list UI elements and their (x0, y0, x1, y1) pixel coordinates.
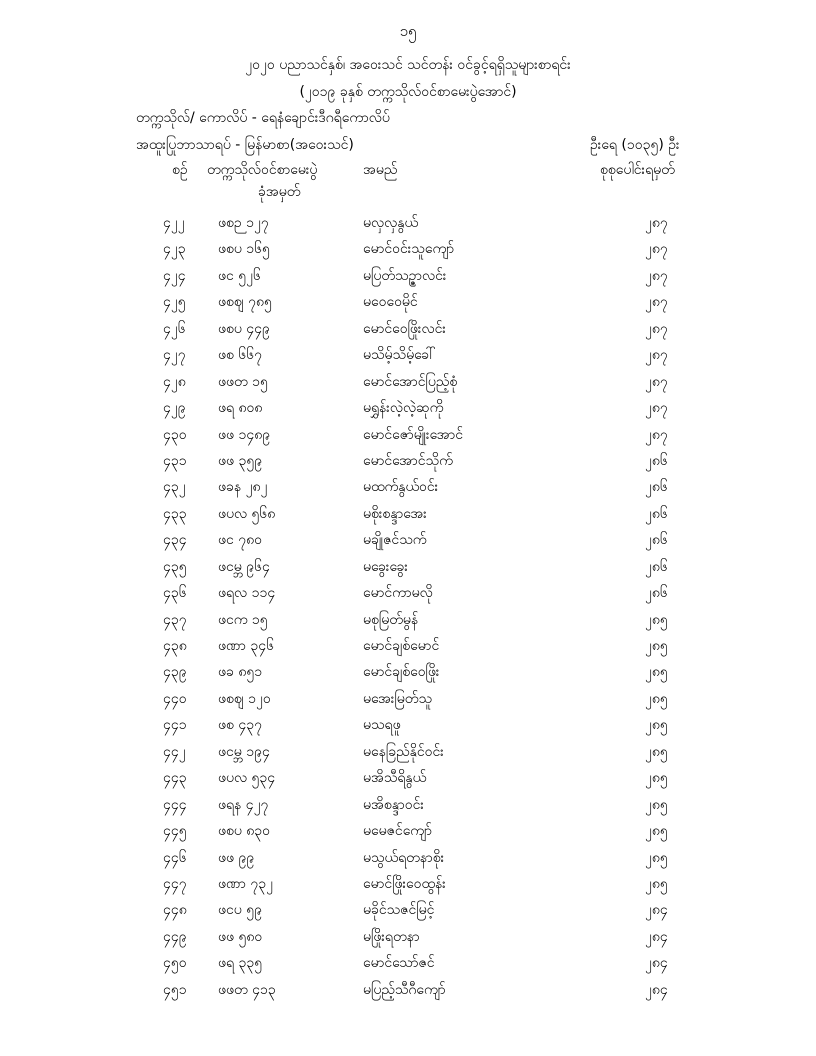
cell-roll: ဖစပ ၄၄၉ (218, 320, 270, 337)
cell-marks: ၂၈၇ (645, 294, 668, 311)
cell-roll: ဖစပ ၁၆၅ (218, 241, 270, 258)
cell-name: မချိုဇင်သက် (363, 532, 427, 549)
table-row (0, 557, 816, 583)
cell-marks: ၂၈၄ (645, 928, 668, 945)
cell-no: ၄၄၂ (163, 743, 186, 760)
column-header-roll-line2: ခုံအမှတ် (258, 184, 301, 200)
cell-no: ၄၃၄ (163, 532, 187, 549)
cell-name: မအေးမြတ်သူ (363, 690, 432, 707)
cell-name: မခွေးခွေး (363, 558, 408, 575)
cell-name: မောင်ချစ်မောင် (363, 638, 440, 654)
cell-name: မရွှန်းလဲ့လဲ့ဆုကို (363, 400, 444, 417)
table-row (0, 900, 816, 926)
cell-name: မသိမ့်သိမ့်ခေါ် (363, 347, 436, 364)
cell-marks: ၂၈၅ (645, 849, 668, 866)
cell-marks: ၂၈၇ (645, 320, 668, 337)
cell-name: မောင်ဇော်မျိုးအောင် (363, 426, 464, 443)
cell-roll: ဖဖ ၅၈၀ (218, 928, 263, 945)
table-row (0, 583, 816, 609)
table-row (0, 689, 816, 715)
cell-name: မပြည့်သီဂီကျော် (363, 981, 446, 998)
cell-marks: ၂၈၆ (645, 558, 668, 575)
cell-name: မအိသီရိနွယ် (363, 770, 427, 787)
cell-no: ၄၂၉ (163, 400, 186, 417)
total-count: ဦးရေ (၁၀၃၅) ဦး (590, 137, 680, 153)
table-row (0, 530, 816, 556)
cell-roll: ဖပလ ၅၃၄ (218, 770, 276, 787)
cell-name: မောင်ချစ်ဝေဖြိုး (363, 664, 440, 681)
cell-roll: ဖရ ၃၃၅ (218, 955, 263, 972)
cell-roll: ဖစ ၆၆၇ (218, 347, 262, 364)
cell-no: ၄၄၆ (163, 849, 187, 866)
cell-roll: ဖငမ္ဘ ၁၉၄ (218, 743, 270, 760)
table-row (0, 477, 816, 503)
cell-name: မလှလှနွယ် (363, 215, 419, 231)
cell-no: ၄၄၃ (163, 770, 187, 787)
cell-no: ၄၂၆ (163, 320, 186, 337)
table-row (0, 768, 816, 794)
page-number: ၁၅ (399, 22, 417, 40)
cell-name: မနေခြည်နိုင်ဝင်း (363, 743, 444, 760)
table-row (0, 742, 816, 768)
cell-marks: ၂၈၄ (645, 981, 668, 998)
cell-name: မောင်သော်ဇင် (363, 955, 435, 972)
cell-no: ၄၃၀ (163, 426, 187, 443)
cell-no: ၄၃၈ (163, 638, 187, 654)
table-row (0, 662, 816, 688)
cell-roll: ဖဏာ ၇၃၂ (218, 875, 273, 892)
cell-roll: ဖင ၇၈၀ (218, 532, 262, 549)
cell-name: မောင်ဝေဖြိုးလင်း (363, 320, 446, 337)
table-row (0, 795, 816, 821)
cell-roll: ဖရ ၈၀၈ (218, 400, 263, 417)
cell-roll: ဖဖတ ၁၅ (218, 373, 268, 390)
cell-marks: ၂၈၇ (645, 241, 668, 258)
table-row (0, 451, 816, 477)
cell-marks: ၂၈၆ (645, 505, 668, 522)
cell-name: မောင်ဝင်းသူကျော် (363, 241, 455, 258)
cell-roll: ဖဖ ၁၄၈၉ (218, 426, 271, 443)
cell-no: ၄၄၇ (163, 875, 187, 892)
table-row (0, 953, 816, 979)
table-row (0, 292, 816, 318)
results-table (0, 213, 816, 1006)
column-header-marks: စုစုပေါင်းရမှတ် (600, 162, 675, 178)
cell-no: ၄၃၉ (163, 664, 187, 681)
page-title: ၂၀၂၀ ပညာသင်နှစ်၊ အဝေးသင် သင်တန်း ဝင်ခွင့်ရရှိသူများစာရင်း (245, 57, 571, 73)
cell-no: ၄၄၀ (163, 690, 187, 707)
cell-name: မောင်ဖြိုးဝေထွန်း (363, 875, 446, 892)
cell-name: မဝေဝေမိုင် (363, 294, 418, 311)
cell-marks: ၂၈၇ (645, 347, 668, 364)
cell-no: ၄၂၂ (163, 215, 185, 231)
cell-roll: ဖဖ ၉၉ (218, 849, 255, 866)
table-row (0, 636, 816, 662)
cell-name: မအိစန္ဒာဝင်း (363, 796, 424, 813)
cell-no: ၄၄၅ (163, 823, 187, 840)
table-row (0, 927, 816, 953)
cell-name: မခိုင်သဇင်မြင့် (363, 902, 435, 919)
cell-no: ၄၄၉ (163, 928, 187, 945)
cell-no: ၄၃၆ (163, 585, 187, 602)
cell-marks: ၂၈၄ (645, 955, 668, 972)
cell-roll: ဖစ ၄၃၇ (218, 717, 262, 734)
cell-no: ၄၃၂ (163, 479, 186, 496)
cell-no: ၄၃၇ (163, 611, 187, 628)
cell-no: ၄၂၅ (163, 294, 186, 311)
cell-roll: ဖငပ ၅၉ (218, 902, 262, 919)
cell-no: ၄၄၄ (163, 796, 187, 813)
cell-roll: ဖစဈ ၁၂၀ (218, 690, 271, 707)
cell-name: မစိုးစန္ဒာအေး (363, 505, 427, 522)
cell-no: ၄၄၁ (163, 717, 187, 734)
cell-marks: ၂၈၇ (645, 373, 668, 390)
cell-marks: ၂၈၅ (645, 875, 668, 892)
cell-no: ၄၃၃ (163, 505, 187, 522)
cell-no: ၄၂၈ (163, 373, 186, 390)
table-row (0, 398, 816, 424)
cell-no: ၄၂၇ (163, 347, 186, 364)
cell-no: ၄၂၃ (163, 241, 186, 258)
cell-roll: ဖရန ၄၂၇ (218, 796, 269, 813)
cell-marks: ၂၈၅ (645, 717, 668, 734)
cell-roll: ဖဏာ ၃၄၆ (218, 638, 274, 654)
cell-roll: ဖငက ၁၅ (218, 611, 268, 628)
cell-roll: ဖရလ ၁၁၄ (218, 585, 276, 602)
cell-marks: ၂၈၇ (645, 267, 668, 284)
cell-marks: ၂၈၅ (645, 664, 668, 681)
cell-marks: ၂၈၅ (645, 796, 668, 813)
cell-no: ၄၅၁ (163, 981, 187, 998)
table-row (0, 425, 816, 451)
cell-roll: ဖခန ၂၈၂ (218, 479, 268, 496)
column-header-roll: တက္ကသိုလ်ဝင်စာမေးပွဲ (207, 162, 318, 178)
page-subtitle: (၂၀၁၉ ခုနှစ် တက္ကသိုလ်ဝင်စာမေးပွဲအောင်) (299, 84, 517, 100)
cell-marks: ၂၈၅ (645, 611, 668, 628)
table-row (0, 848, 816, 874)
cell-marks: ၂၈၆ (645, 532, 668, 549)
cell-roll: ဖစဈ ၇၈၅ (218, 294, 272, 311)
cell-marks: ၂၈၆ (645, 452, 668, 469)
table-row (0, 239, 816, 265)
cell-roll: ဖဖ ၃၅၉ (218, 452, 263, 469)
table-row (0, 266, 816, 292)
cell-roll: ဖငမ္ဘ ၉၆၄ (218, 558, 270, 575)
subject-label: အထူးပြုဘာသာရပ် - မြန်မာစာ(အဝေးသင်) (136, 137, 354, 153)
cell-marks: ၂၈၅ (645, 823, 668, 840)
cell-no: ၄၅၀ (163, 955, 187, 972)
table-row (0, 372, 816, 398)
table-row (0, 213, 816, 239)
cell-marks: ၂၈၅ (645, 770, 668, 787)
cell-no: ၄၂၄ (163, 267, 186, 284)
cell-roll: ဖဖတ ၄၁၃ (218, 981, 276, 998)
table-row (0, 980, 816, 1006)
cell-name: မဖြိုးရတနာ (363, 928, 420, 945)
column-header-name: အမည် (363, 162, 398, 178)
cell-name: မသရဖူ (363, 717, 401, 734)
cell-marks: ၂၈၅ (645, 743, 668, 760)
cell-marks: ၂၈၇ (645, 215, 668, 231)
cell-name: မထက်နွယ်ဝင်း (363, 479, 439, 496)
cell-no: ၄၃၁ (163, 452, 187, 469)
cell-name: မစုမြတ်မွန် (363, 611, 419, 628)
cell-roll: ဖင ၅၂၆ (218, 267, 261, 284)
table-row (0, 715, 816, 741)
department-label: တက္ကသိုလ်/ ကောလိပ် - ရေနံချောင်းဒီဂရီကောလိပ် (136, 110, 390, 126)
cell-marks: ၂၈၅ (645, 690, 668, 707)
table-row (0, 319, 816, 345)
cell-marks: ၂၈၄ (645, 902, 668, 919)
cell-name: မောင်အောင်သိုက် (363, 452, 453, 469)
cell-marks: ၂၈၇ (645, 400, 668, 417)
cell-roll: ဖစပ ၈၃၀ (218, 823, 271, 840)
table-row (0, 504, 816, 530)
cell-no: ၄၄၈ (163, 902, 187, 919)
cell-no: ၄၃၅ (163, 558, 187, 575)
cell-name: မောင်အောင်ပြည့်စုံ (363, 373, 458, 390)
table-row (0, 610, 816, 636)
cell-marks: ၂၈၇ (645, 426, 668, 443)
table-row (0, 821, 816, 847)
cell-marks: ၂၈၆ (645, 585, 668, 602)
table-row (0, 874, 816, 900)
cell-name: မသွယ်ရတနာစိုး (363, 849, 445, 866)
column-header-no: စဉ် (172, 162, 188, 178)
cell-name: မမေဇင်ကျော် (363, 823, 432, 840)
cell-roll: ဖစဉ ၁၂၇ (218, 215, 269, 231)
cell-name: မပြတ်သဉ္ဇာလင်း (363, 267, 447, 284)
cell-roll: ဖခ ၈၅၁ (218, 664, 263, 681)
cell-marks: ၂၈၆ (645, 479, 668, 496)
cell-roll: ဖပလ ၅၆၈ (218, 505, 276, 522)
table-row (0, 345, 816, 371)
cell-marks: ၂၈၅ (645, 638, 668, 654)
cell-name: မောင်ကာမလို (363, 585, 433, 602)
